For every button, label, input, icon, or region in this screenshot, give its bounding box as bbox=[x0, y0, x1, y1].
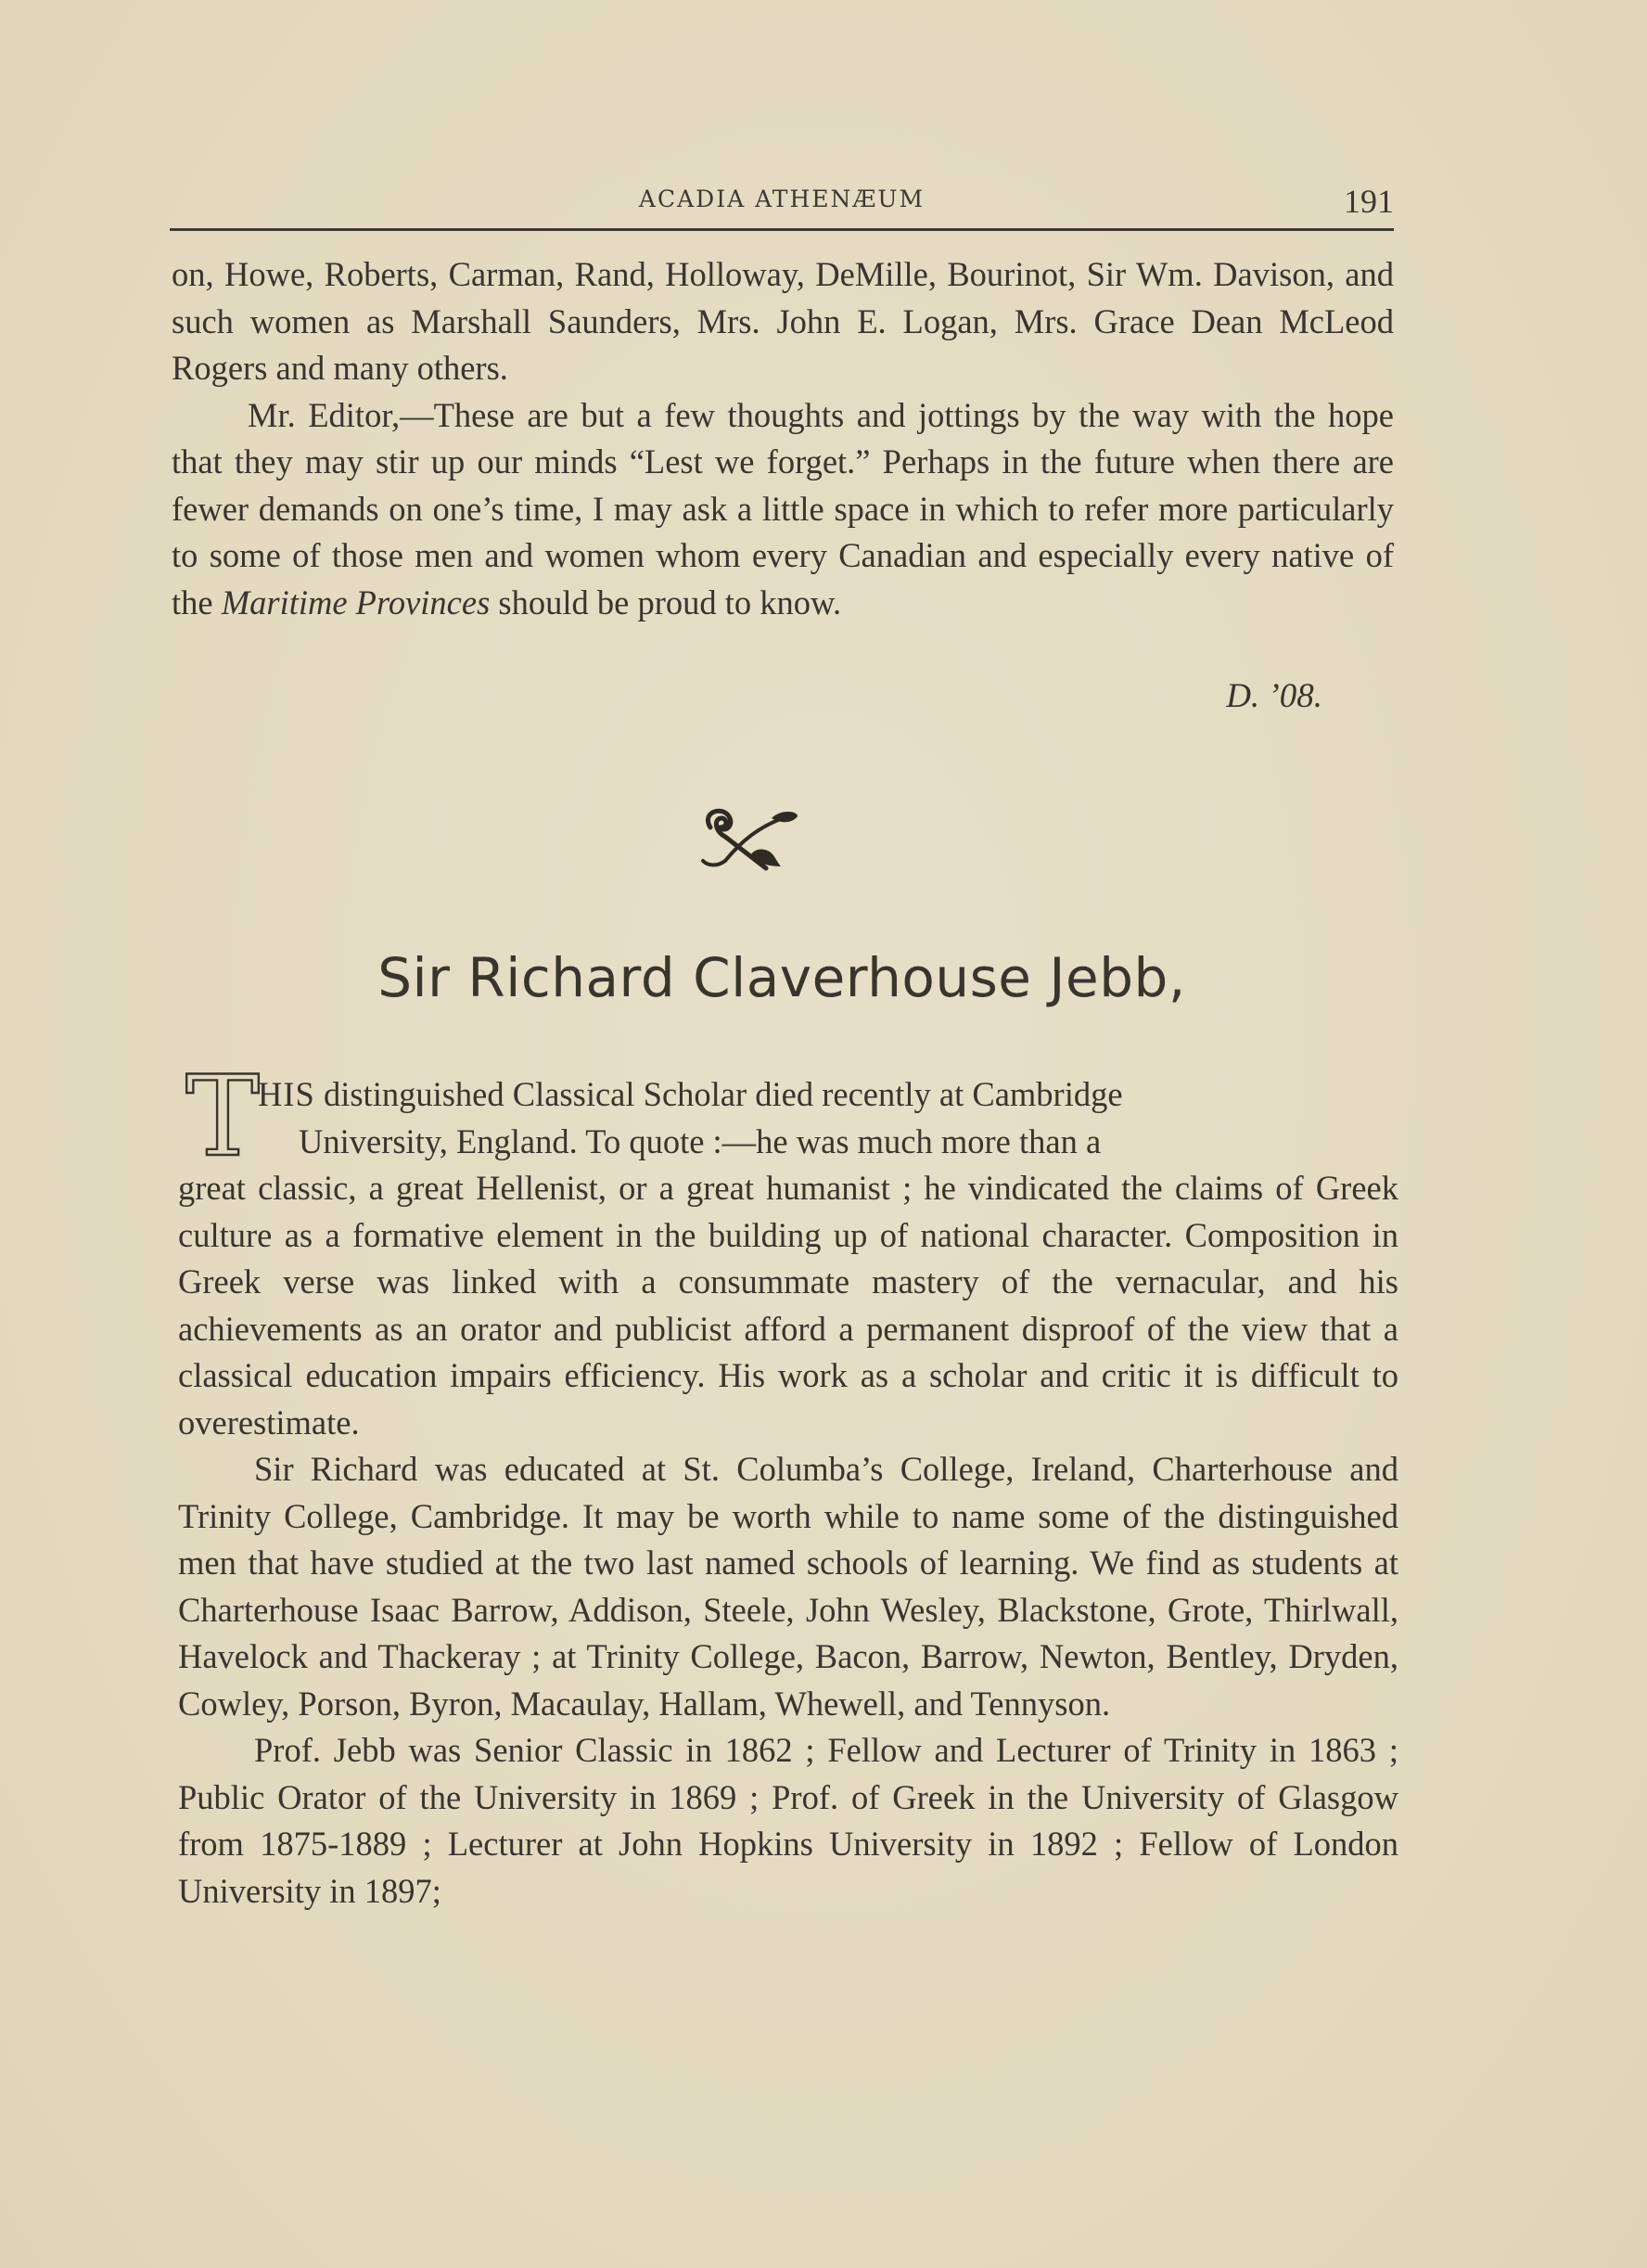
previous-article-text bbox=[172, 251, 1394, 626]
first-line-rest: distinguished Classical Scholar died recently at Cambridge bbox=[314, 1075, 1123, 1113]
closing-text: should be proud to know. bbox=[490, 583, 842, 621]
paragraph: great classic, a great Hellenist, or a great humanist ; he vindicated the claims of Greek culture as a formative element in the building up of national character. Composition in Greek verse was linked with a consummate mastery of the vernacular, and his achievements as an orator and publicist afford a permanent disproof of the view that a classical education impairs efficiency. His work as a scholar and critic it is difficult to overestimate. bbox=[178, 1169, 1398, 1442]
page-header bbox=[170, 182, 1394, 223]
paragraph-text: Mr. Editor,—These are but a few thoughts and jottings by the way with the hope that they may stir up our minds “Lest we forget.” Perhaps in the future when there are fewer demands on one’s time, I may ask a little space in which to refer more particularly to some of those men and women whom every Canadian and especially every native of the bbox=[172, 395, 1394, 621]
second-line: University, England. To quote :—he was much more than a bbox=[299, 1122, 1102, 1160]
paragraph: Prof. Jebb was Senior Classic in 1862 ; Fellow and Lecturer of Trinity in 1863 ; Public Orator of the University in 1869 ; Prof. of Greek in the University of Glasgow from 1875-1889 ; Lecturer at John Hopkins University in 1892 ; Fellow of London University in 1897; bbox=[178, 1731, 1398, 1910]
drop-cap-glyph: T bbox=[185, 1058, 261, 1162]
paragraph: Sir Richard was educated at St. Columba’s College, Ireland, Charterhouse and Trinity College, Cambridge. It may be worth while to name some of the distinguished men that have studied at the two last named schools of learning. We find as students at Charterhouse Isaac Barrow, Addison, Steele, John Wesley, Blackstone, Grote, Thirlwall, Havelock and Thackeray ; at Trinity College, Bacon, Barrow, Newton, Bentley, Dryden, Cowley, Porson, Byron, Macaulay, Hallam, Whewell, and Tennyson. bbox=[178, 1450, 1398, 1723]
article-title: Sir Richard Claverhouse Jebb, bbox=[377, 946, 1186, 1009]
first-line bbox=[258, 1071, 1398, 1119]
article-body bbox=[178, 1165, 1398, 1915]
paragraph bbox=[172, 392, 1394, 627]
fleuron-ornament-icon bbox=[694, 800, 805, 874]
running-title: ACADIA ATHENÆUM bbox=[638, 186, 926, 212]
first-line-caps: HIS bbox=[258, 1075, 315, 1113]
drop-cap-letter bbox=[176, 1058, 269, 1162]
header-rule bbox=[170, 228, 1394, 231]
author-signature: D. ’08. bbox=[1226, 677, 1322, 715]
paragraph: on, Howe, Roberts, Carman, Rand, Holloway, DeMille, Bourinot, Sir Wm. Davison, and such women as Marshall Saunders, Mrs. John E. Logan, Mrs. Grace Dean McLeod Rogers and many others. bbox=[172, 255, 1394, 387]
italic-phrase: Maritime Provinces bbox=[221, 583, 491, 621]
page-number: 191 bbox=[1344, 183, 1394, 220]
